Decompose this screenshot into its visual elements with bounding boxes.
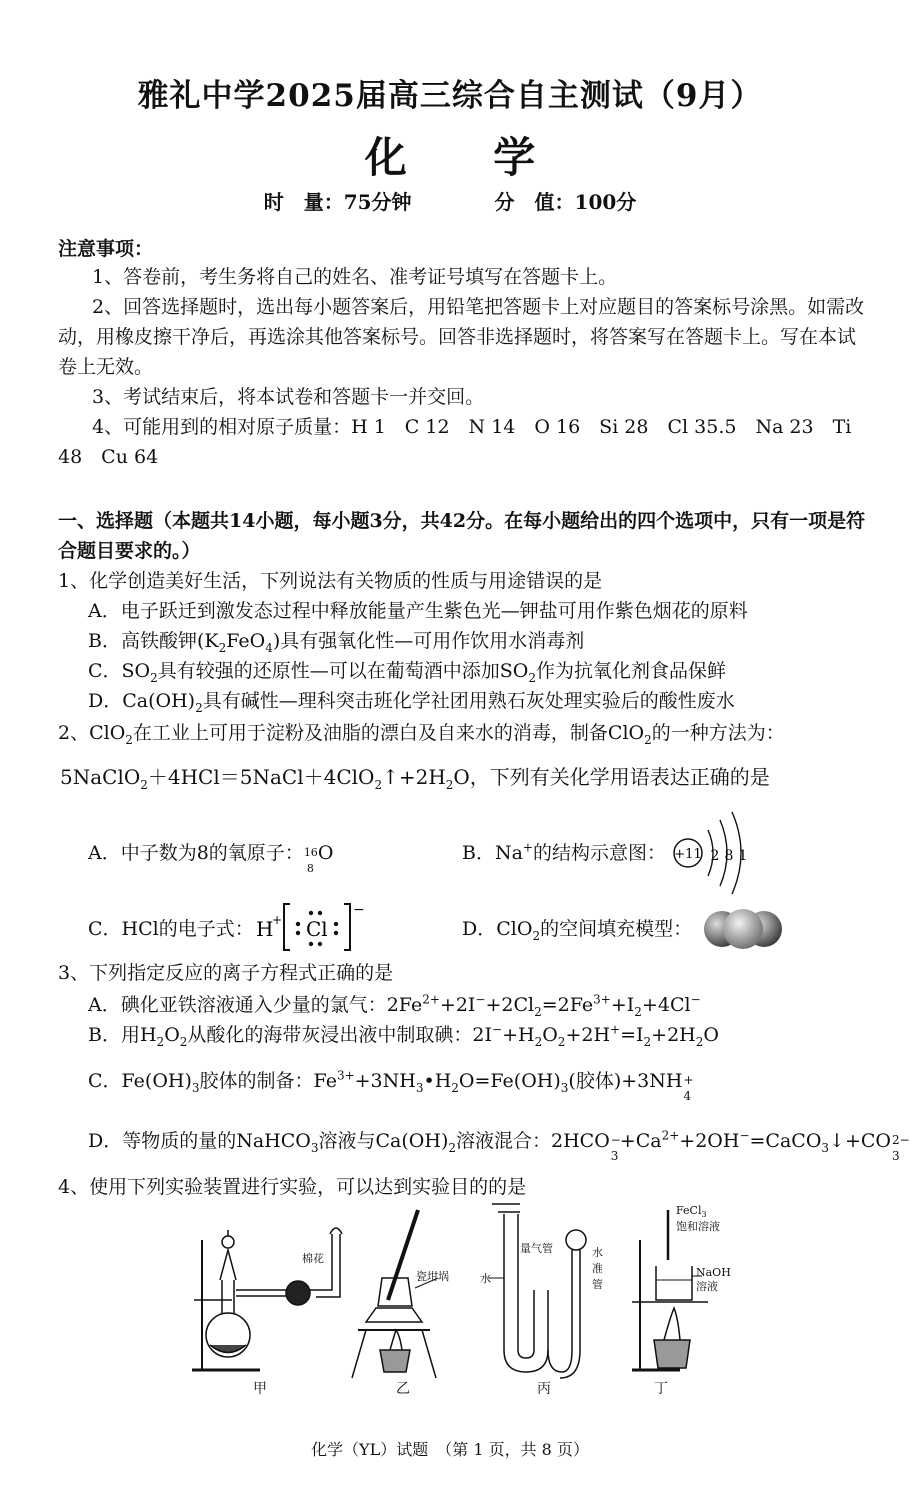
caption-yi: 乙 — [396, 1381, 410, 1397]
label-cotton: 棉花 — [302, 1252, 324, 1265]
cotton-plug — [286, 1281, 310, 1305]
label-crucible: 瓷坩埚 — [416, 1270, 449, 1283]
q3-option-c: C．$Fe(OH)_3$胶体的制备：$Fe^{3+}+3NH_3•H_2O=Fe(OH)_3$(胶体)+3NH + 4 — [88, 1068, 694, 1103]
subject-title: 化 学 — [364, 133, 572, 182]
label-fecl3-solution: 饱和溶液 — [676, 1220, 720, 1233]
q2-option-b: B．Na+的结构示意图： — [462, 840, 666, 864]
apparatus-bing — [488, 1204, 586, 1378]
caption-jia: 甲 — [253, 1381, 267, 1397]
label-fecl3: FeCl$_3$ — [676, 1204, 707, 1219]
q3-option-a: A．碘化亚铁溶液通入少量的氯气：$2Fe^{2+}+2I^-+2Cl_2=2Fe^{3+}+I_2+4Cl^-$ — [88, 992, 701, 1019]
q2-option-a: A．中子数为8的氧原子： 16 8 O — [88, 842, 334, 875]
notes-title: 注意事项： — [58, 238, 154, 260]
hydrogen-symbol: H — [256, 917, 274, 941]
q2-option-d: D．ClO$_2$的空间填充模型： — [462, 918, 693, 943]
chlorine-atom — [723, 909, 763, 949]
caption-ding: 丁 — [654, 1381, 668, 1397]
note-4: 4、可能用到的相对原子质量：H 1 C 12 N 14 O 16 Si 28 Cl 35.5 Na 23 Ti 48 Cu 64 — [58, 416, 852, 468]
section-heading: 一、选择题（本题共14小题，每小题3分，共42分。在每小题给出的四个选项中，只有一项是符合题目要求的。） — [58, 510, 866, 562]
exam-title: 雅礼中学2025届高三综合自主测试（9月） — [137, 78, 763, 114]
q2-stem: 2、ClO$_2$在工业上可用于淀粉及油脂的漂白及自来水的消毒，制备ClO$_2$的一种方法为： — [58, 722, 785, 747]
q2-option-c: C．HCl的电子式： — [88, 918, 254, 940]
exam-meta — [0, 186, 900, 215]
q3-stem: 3、下列指定反应的离子方程式正确的是 — [58, 962, 394, 984]
page-footer: 化学（YL）试题 （第 1 页，共 8 页） — [311, 1440, 589, 1459]
right-bracket — [344, 904, 350, 950]
label-naoh-solution: 溶液 — [696, 1280, 718, 1293]
q4-stem: 4、使用下列实验装置进行实验，可以达到实验目的的是 — [58, 1176, 527, 1198]
hcl-electron-formula — [250, 898, 365, 954]
left-bracket — [284, 904, 290, 950]
label-naoh: NaOH — [696, 1266, 731, 1279]
nucleus-charge: +11 — [674, 847, 702, 862]
q1-option-c: C．$SO_2$具有较强的还原性—可以在葡萄酒中添加$SO_2$作为抗氧化剂食品保鲜 — [88, 660, 727, 685]
q2-equation: $5NaClO_2+4HCl=5NaCl+4ClO_2↑+2H_2O$，下列有关化学用语表达正确的是 — [60, 765, 770, 792]
apparatus-jia — [192, 1228, 342, 1370]
hydrogen-charge: + — [272, 913, 283, 927]
label-gas-tube: 量气管 — [520, 1242, 553, 1255]
label-level-tube-1: 水 — [592, 1246, 603, 1259]
q3-option-b: B．用$H_2O_2$从酸化的海带灰浸出液中制取碘：$2I^-+H_2O_2+2H^+=I_2+2H_2O$ — [88, 1022, 719, 1049]
q1-option-b: B．高铁酸钾$(K_2FeO_4)$具有强氧化性—可用作饮用水消毒剂 — [88, 630, 585, 655]
sodium-ion-structure-diagram — [668, 808, 750, 900]
q1-option-a: A．电子跃迁到激发态过程中释放能量产生紫色光—钾盐可用作紫色烟花的原料 — [88, 600, 748, 622]
shell-2-count: 8 — [724, 848, 734, 864]
label-level-tube-2: 准 — [592, 1262, 603, 1275]
label-level-tube-3: 管 — [592, 1278, 603, 1291]
time-label: 时 量：75分钟 — [263, 190, 412, 214]
score-label: 分 值：100分 — [494, 190, 637, 214]
caption-bing: 丙 — [537, 1381, 551, 1397]
note-3: 3、考试结束后，将本试卷和答题卡一并交回。 — [92, 386, 485, 408]
clo2-space-filling-model — [700, 906, 786, 952]
chloride-charge: − — [353, 902, 365, 918]
chlorine-symbol: Cl — [306, 917, 328, 941]
shell-3-count: 1 — [738, 848, 748, 864]
note-2: 2、回答选择题时，选出每小题答案后，用铅笔把答题卡上对应题目的答案标号涂黑。如需改动，用橡皮擦干净后，再选涂其他答案标号。回答非选择题时，将答案写在答题卡上。写在本试卷上无效。 — [58, 296, 865, 378]
q3-option-d: D．等物质的量的NaHCO$_3$溶液与$Ca(OH)_2$溶液混合：2HCO − 3 $+Ca^{2+}+2OH^-=CaCO_3↓+CO$ 2− 3 — [88, 1128, 910, 1163]
note-1: 1、答卷前，考生务将自己的姓名、准考证号填写在答题卡上。 — [92, 266, 618, 288]
q1-stem: 1、化学创造美好生活，下列说法有关物质的性质与用途错误的是 — [58, 570, 603, 592]
q1-option-d: D．$Ca(OH)_2$具有碱性—理科突击班化学社团用熟石灰处理实验后的酸性废水 — [88, 690, 735, 715]
label-water: 水 — [480, 1272, 491, 1285]
apparatus-figure — [180, 1200, 760, 1378]
shell-1-count: 2 — [710, 848, 720, 864]
apparatus-yi — [352, 1210, 438, 1378]
